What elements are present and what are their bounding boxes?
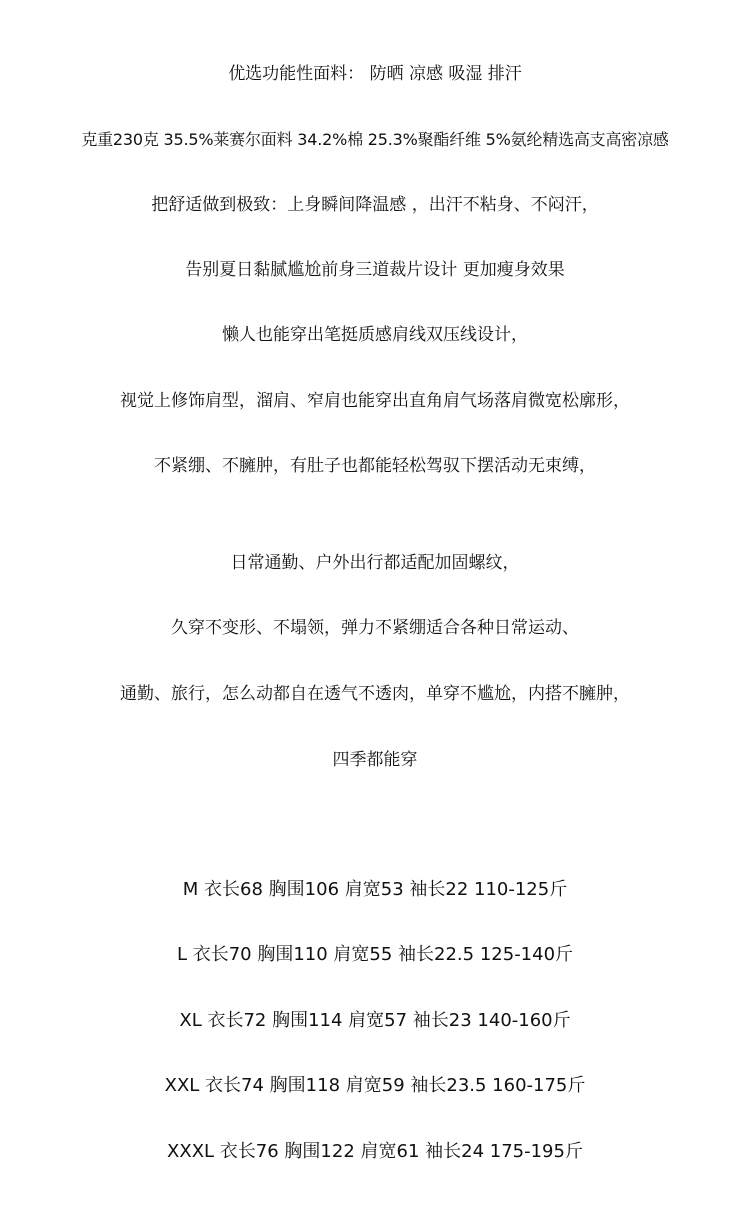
feature-line-commute: 日常通勤、户外出行都适配加固螺纹，: [230, 553, 520, 573]
size-row-m: M 衣长68 胸围106 肩宽53 袖长22 110-125斤: [182, 879, 568, 900]
feature-line-silhouette: 视觉上修饰肩型，溜肩、窄肩也能穿出直角肩气场落肩微宽松廓形，: [120, 391, 630, 411]
feature-line-breathable: 通勤、旅行，怎么动都自在透气不透肉，单穿不尴尬，内搭不臃肿，: [120, 684, 630, 704]
size-row-xxxl: XXXL 衣长76 胸围122 肩宽61 袖长24 175-195斤: [167, 1141, 583, 1162]
feature-line-seasons: 四季都能穿: [332, 750, 418, 770]
feature-line-shoulder-seam: 懒人也能穿出笔挺质感肩线双压线设计，: [222, 325, 528, 345]
size-row-l: L 衣长70 胸围110 肩宽55 袖长22.5 125-140斤: [176, 944, 574, 965]
size-row-xxl: XXL 衣长74 胸围118 肩宽59 袖长23.5 160-175斤: [164, 1075, 586, 1096]
feature-line-durability: 久穿不变形、不塌领，弹力不紧绷适合各种日常运动、: [171, 618, 579, 638]
feature-line-cut: 告别夏日黏腻尴尬前身三道裁片设计 更加瘦身效果: [185, 260, 565, 280]
size-row-xl: XL 衣长72 胸围114 肩宽57 袖长23 140-160斤: [179, 1010, 571, 1031]
feature-line-fabric: 优选功能性面料： 防晒 凉感 吸湿 排汗: [228, 64, 522, 84]
feature-line-composition: 克重230克 35.5%莱赛尔面料 34.2%棉 25.3%聚酯纤维 5%氨纶精选高支高密凉感: [81, 130, 669, 149]
feature-line-comfort: 把舒适做到极致：上身瞬间降温感 ，出汗不粘身、不闷汗，: [151, 195, 599, 215]
feature-line-fit: 不紧绷、不臃肿，有肚子也都能轻松驾驭下摆活动无束缚，: [154, 456, 596, 476]
